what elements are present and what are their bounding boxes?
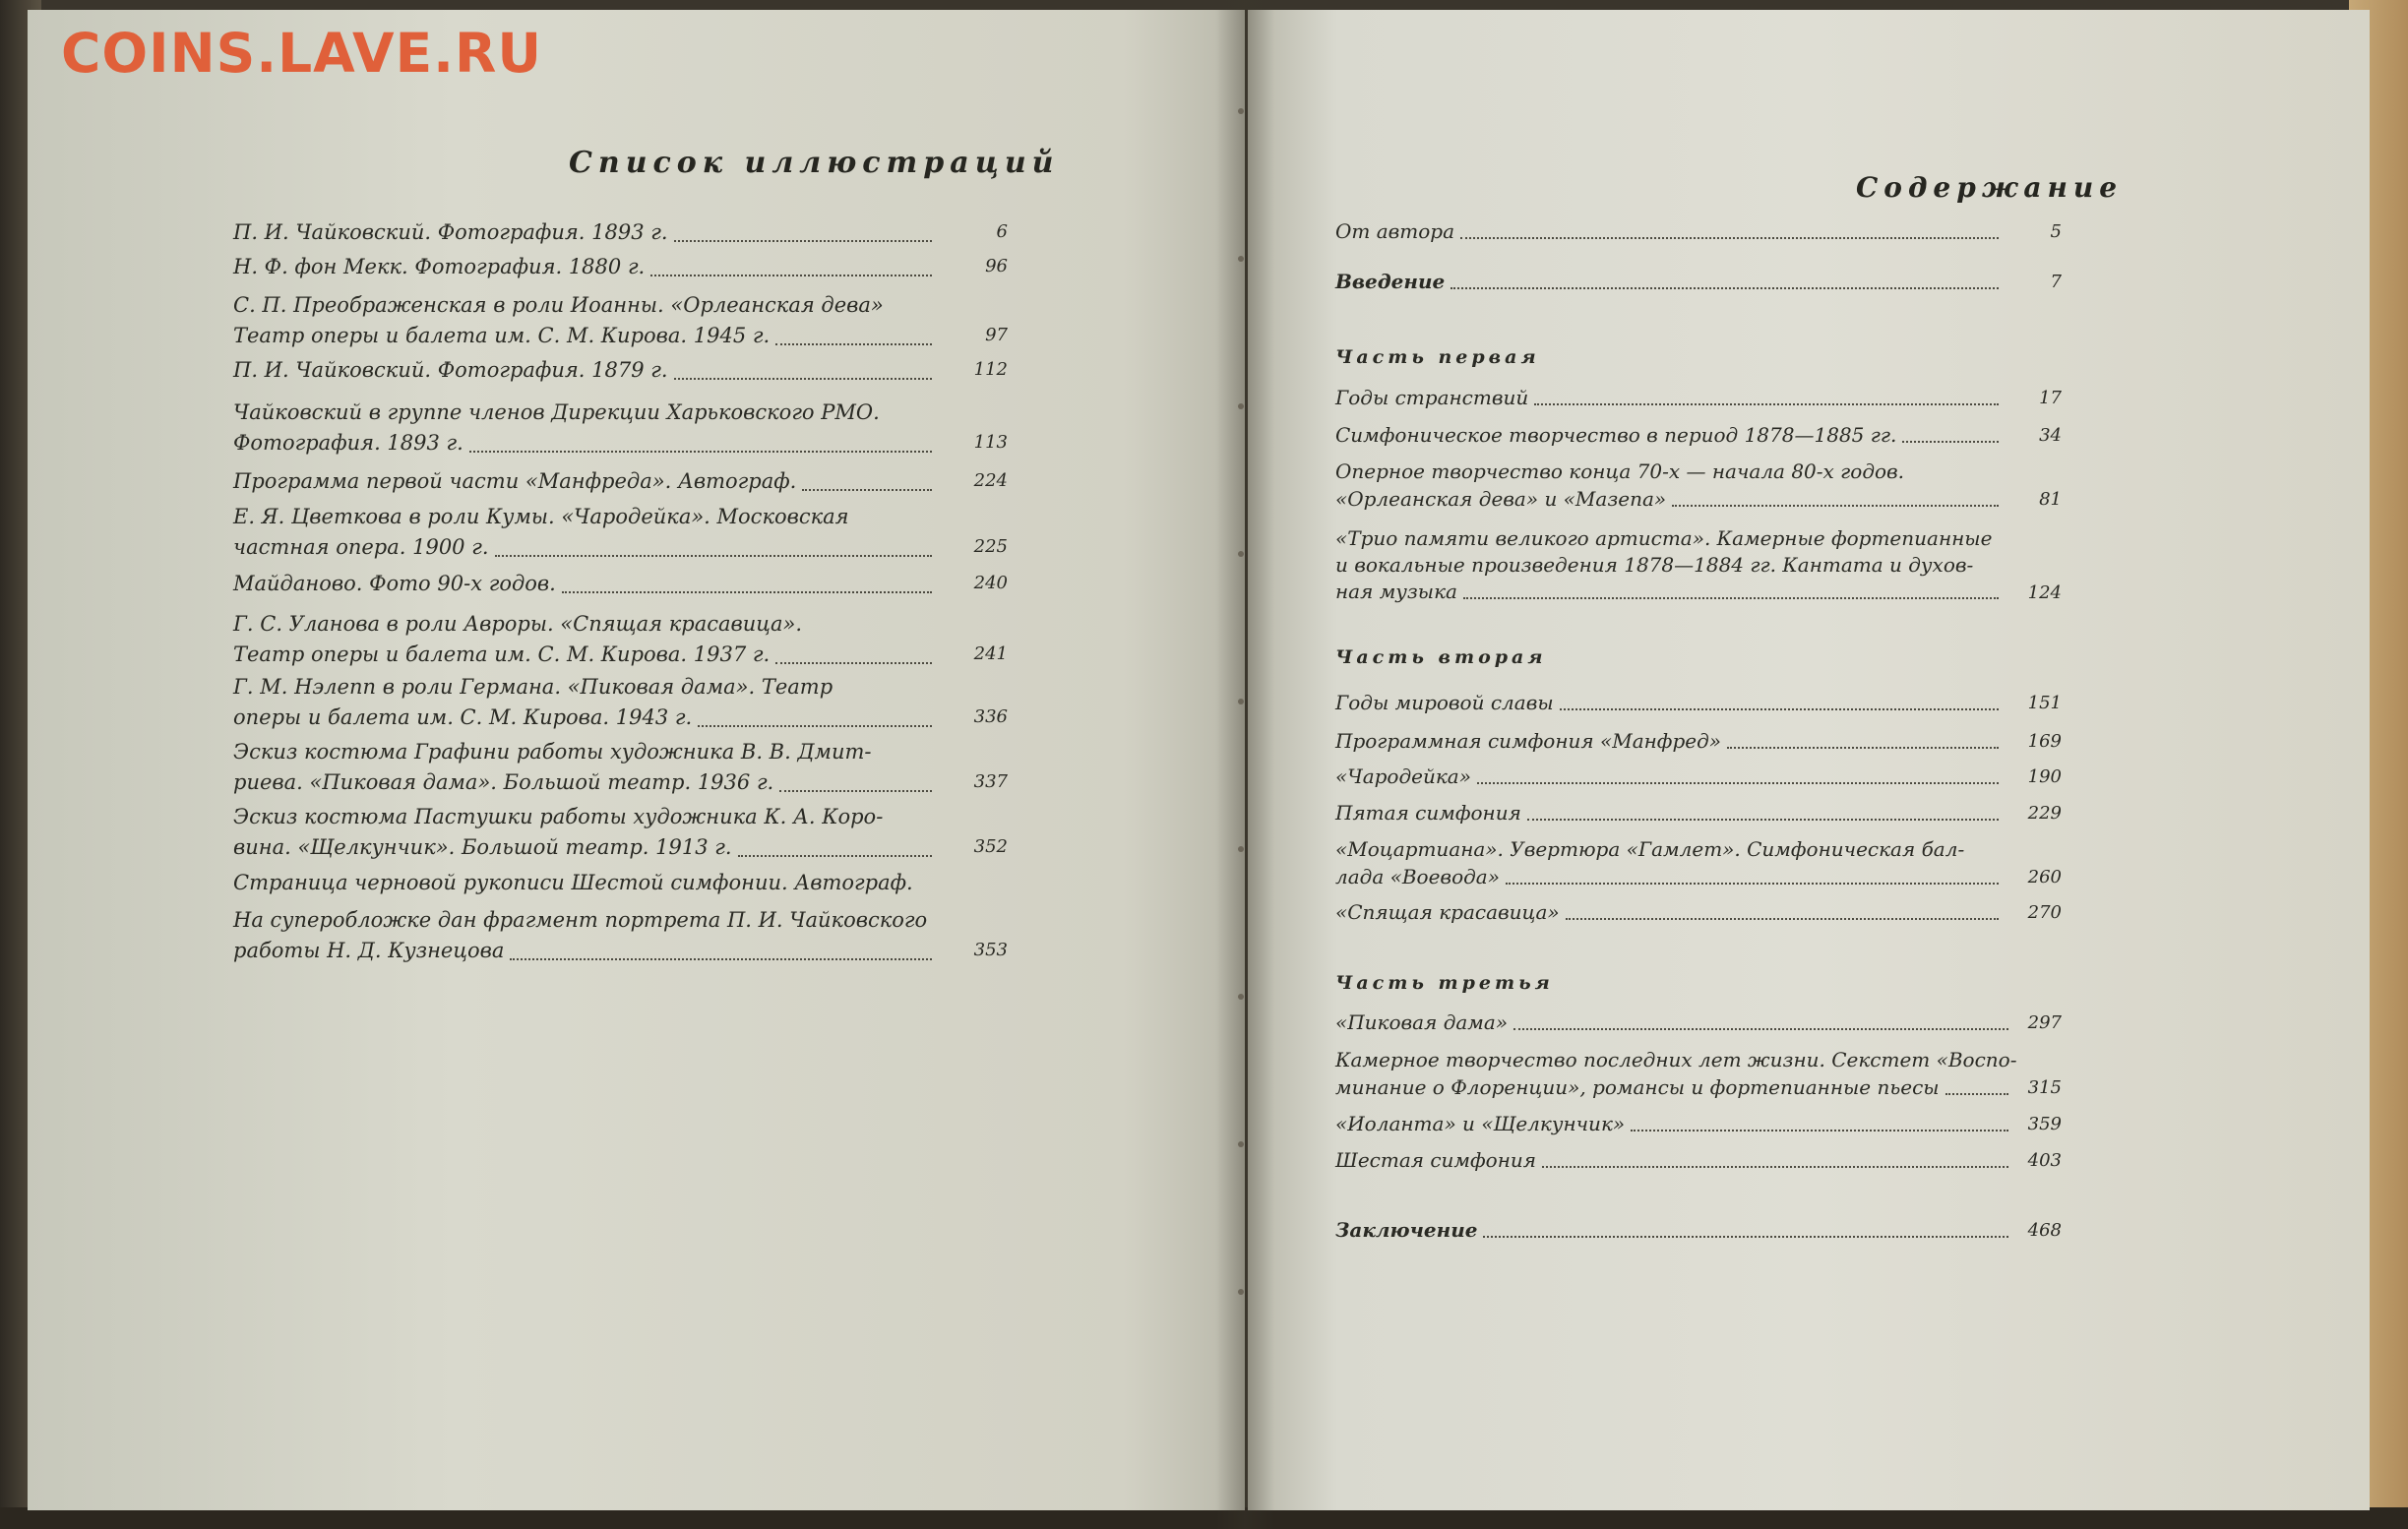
entry-text: Шестая симфония — [1335, 1148, 1537, 1172]
entry-text: Чайковский в группе членов Дирекции Харьковского РМО. — [233, 400, 880, 424]
page-number: 241 — [973, 643, 1008, 664]
part-heading: Часть первая — [1335, 346, 1540, 368]
entry-text: «Спящая красавица» — [1335, 900, 1560, 924]
toc-entry — [1335, 799, 2005, 826]
entry-text: «Орлеанская дева» и «Мазепа» — [1335, 487, 1667, 511]
leader-dots — [775, 662, 932, 664]
page-number: 403 — [2027, 1150, 2062, 1171]
entry-text: вина. «Щелкунчик». Большой театр. 1913 г. — [233, 835, 732, 859]
leader-dots — [698, 725, 932, 727]
toc-entry — [233, 609, 938, 670]
leader-dots — [775, 343, 932, 345]
entry-text: П. И. Чайковский. Фотография. 1879 г. — [233, 358, 668, 382]
leader-dots — [1566, 918, 1999, 920]
toc-entry — [1335, 421, 2005, 449]
entry-text: минание о Флоренции», романсы и фортепианные пьесы — [1335, 1075, 1940, 1099]
page-number: 229 — [2027, 803, 2062, 824]
leader-dots — [650, 275, 932, 276]
page-number: 352 — [973, 836, 1008, 857]
entry-text: Г. М. Нэлепп в роли Германа. «Пиковая дама». Театр — [233, 675, 834, 699]
page-number: 337 — [973, 771, 1008, 792]
entry-text: лада «Воевода» — [1335, 865, 1500, 888]
entry-text: Театр оперы и балета им. С. М. Кирова. 1945 г. — [233, 324, 771, 347]
toc-entry — [233, 802, 938, 863]
entry-text: «Иоланта» и «Щелкунчик» — [1335, 1112, 1626, 1135]
toc-entry — [1335, 217, 2005, 245]
page-number: 113 — [973, 432, 1008, 453]
leader-dots — [1560, 708, 1999, 710]
toc-entry — [233, 569, 938, 599]
leader-dots — [1506, 883, 1999, 885]
entry-text: Годы странствий — [1335, 386, 1529, 409]
toc-entry — [1335, 835, 2005, 890]
toc-entry — [1335, 727, 2005, 755]
leader-dots — [1631, 1130, 2008, 1131]
page-number: 260 — [2027, 867, 2062, 887]
leader-dots — [1451, 287, 1999, 289]
toc-entry — [233, 868, 938, 898]
entry-text: Оперное творчество конца 70-х — начала 80-х годов. — [1335, 459, 1905, 483]
toc-entry — [233, 672, 938, 733]
binding-stitch — [1238, 108, 1244, 114]
entry-text: Г. С. Уланова в роли Авроры. «Спящая красавица». — [233, 612, 802, 636]
toc-entry — [1335, 458, 2005, 513]
book-gutter — [1215, 0, 1274, 1529]
page-number: 151 — [2027, 693, 2062, 713]
toc-entry — [1335, 1110, 2014, 1137]
binding-stitch — [1238, 1289, 1244, 1295]
toc-entry — [1335, 1216, 2014, 1244]
leader-dots — [562, 591, 932, 593]
toc-entry — [1335, 898, 2005, 926]
toc-entry — [233, 502, 938, 563]
leader-dots — [802, 489, 932, 491]
toc-entry — [1335, 1046, 2017, 1101]
page-number: 7 — [2050, 272, 2062, 292]
entry-text: Фотография. 1893 г. — [233, 431, 463, 455]
entry-text: «Трио памяти великого артиста». Камерные фортепианные — [1335, 526, 1993, 550]
entry-text: Майданово. Фото 90-х годов. — [233, 572, 556, 595]
contents-title: Содержание — [1856, 171, 2124, 204]
page-number: 17 — [2039, 388, 2062, 408]
toc-entry — [1335, 763, 2005, 790]
page-number: 5 — [2050, 221, 2062, 242]
entry-text: оперы и балета им. С. М. Кирова. 1943 г. — [233, 705, 693, 729]
entry-text: С. П. Преображенская в роли Иоанны. «Орлеанская дева» — [233, 293, 884, 317]
entry-text: и вокальные произведения 1878—1884 гг. Кантата и духов- — [1335, 553, 1974, 577]
leader-dots — [738, 855, 932, 857]
watermark: COINS.LAVE.RU — [61, 22, 543, 85]
entry-text: Н. Ф. фон Мекк. Фотография. 1880 г. — [233, 255, 646, 278]
toc-entry — [233, 466, 938, 497]
entry-text: «Пиковая дама» — [1335, 1010, 1509, 1034]
toc-entry — [1335, 1146, 2014, 1174]
binding-stitch — [1238, 699, 1244, 704]
leader-dots — [1513, 1028, 2008, 1030]
page-number: 359 — [2027, 1114, 2062, 1134]
entry-text: Камерное творчество последних лет жизни. Секстет «Воспо- — [1335, 1048, 2017, 1071]
page-number: 124 — [2027, 582, 2062, 603]
entry-text: Эскиз костюма Пастушки работы художника К. А. Коро- — [233, 805, 884, 828]
leader-dots — [674, 240, 932, 242]
page-number: 34 — [2039, 425, 2062, 446]
page-number: 96 — [985, 256, 1008, 276]
entry-text: «Чародейка» — [1335, 764, 1471, 788]
entry-text: Годы мировой славы — [1335, 691, 1554, 714]
toc-entry — [1335, 525, 2005, 605]
toc-entry — [233, 905, 938, 966]
leader-dots — [779, 790, 932, 792]
toc-entry — [233, 355, 938, 386]
toc-entry — [233, 398, 938, 459]
leader-dots — [1672, 505, 1999, 507]
entry-text: Программа первой части «Манфреда». Автограф. — [233, 469, 797, 493]
entry-text: Программная симфония «Манфред» — [1335, 729, 1722, 753]
page-number: 81 — [2039, 489, 2062, 510]
book-cover-bottom-edge — [0, 1507, 2408, 1529]
leader-dots — [1463, 597, 1999, 599]
leader-dots — [495, 555, 932, 557]
leader-dots — [1483, 1236, 2008, 1238]
toc-entry — [1335, 689, 2005, 716]
entry-text: частная опера. 1900 г. — [233, 535, 489, 559]
entry-text: Страница черновой рукописи Шестой симфонии. Автограф. — [233, 871, 913, 894]
binding-stitch — [1238, 256, 1244, 262]
page-number: 224 — [973, 470, 1008, 491]
leader-dots — [1534, 403, 1999, 405]
part-heading: Часть третья — [1335, 972, 1554, 994]
part-heading: Часть вторая — [1335, 646, 1547, 668]
page-number: 112 — [973, 359, 1008, 380]
page-number: 6 — [996, 221, 1008, 242]
binding-stitch — [1238, 403, 1244, 409]
page-number: 97 — [985, 325, 1008, 345]
binding-stitch — [1238, 551, 1244, 557]
leader-dots — [469, 451, 932, 453]
leader-dots — [1477, 782, 1999, 784]
page-number: 336 — [973, 706, 1008, 727]
leader-dots — [1542, 1166, 2008, 1168]
illustrations-title: Список иллюстраций — [569, 146, 1060, 180]
toc-entry — [1335, 268, 2005, 295]
page-number: 240 — [973, 573, 1008, 593]
entry-text: работы Н. Д. Кузнецова — [233, 939, 505, 962]
entry-text: Заключение — [1335, 1218, 1478, 1242]
entry-text: Введение — [1335, 270, 1446, 293]
entry-text: Е. Я. Цветкова в роли Кумы. «Чародейка». Московская — [233, 505, 849, 528]
binding-stitch — [1238, 994, 1244, 1000]
toc-entry — [233, 217, 938, 248]
page-number: 225 — [973, 536, 1008, 557]
page-number: 297 — [2027, 1012, 2062, 1033]
leader-dots — [510, 958, 932, 960]
binding-stitch — [1238, 846, 1244, 852]
toc-entry — [233, 737, 938, 798]
entry-text: «Моцартиана». Увертюра «Гамлет». Симфоническая бал- — [1335, 837, 1965, 861]
toc-entry — [233, 252, 938, 282]
leader-dots — [1460, 237, 1999, 239]
leader-dots — [1727, 747, 1999, 749]
page-number: 190 — [2027, 766, 2062, 787]
toc-entry — [233, 290, 938, 351]
page-number: 315 — [2027, 1077, 2062, 1098]
entry-text: риева. «Пиковая дама». Большой театр. 1936 г. — [233, 770, 774, 794]
toc-entry — [1335, 1009, 2014, 1036]
leader-dots — [1527, 819, 1999, 821]
entry-text: Театр оперы и балета им. С. М. Кирова. 1937 г. — [233, 642, 771, 666]
entry-text: Пятая симфония — [1335, 801, 1521, 825]
binding-stitch — [1238, 1141, 1244, 1147]
entry-text: Симфоническое творчество в период 1878—1885 гг. — [1335, 423, 1897, 447]
entry-text: П. И. Чайковский. Фотография. 1893 г. — [233, 220, 668, 244]
leader-dots — [674, 378, 932, 380]
entry-text: ная музыка — [1335, 580, 1457, 603]
page-number: 468 — [2027, 1220, 2062, 1241]
entry-text: На суперобложке дан фрагмент портрета П. И. Чайковского — [233, 908, 928, 932]
page-number: 270 — [2027, 902, 2062, 923]
page-number: 353 — [973, 940, 1008, 960]
entry-text: От автора — [1335, 219, 1455, 243]
toc-entry — [1335, 384, 2005, 411]
page-number: 169 — [2027, 731, 2062, 752]
entry-text: Эскиз костюма Графини работы художника В. В. Дмит- — [233, 740, 872, 764]
